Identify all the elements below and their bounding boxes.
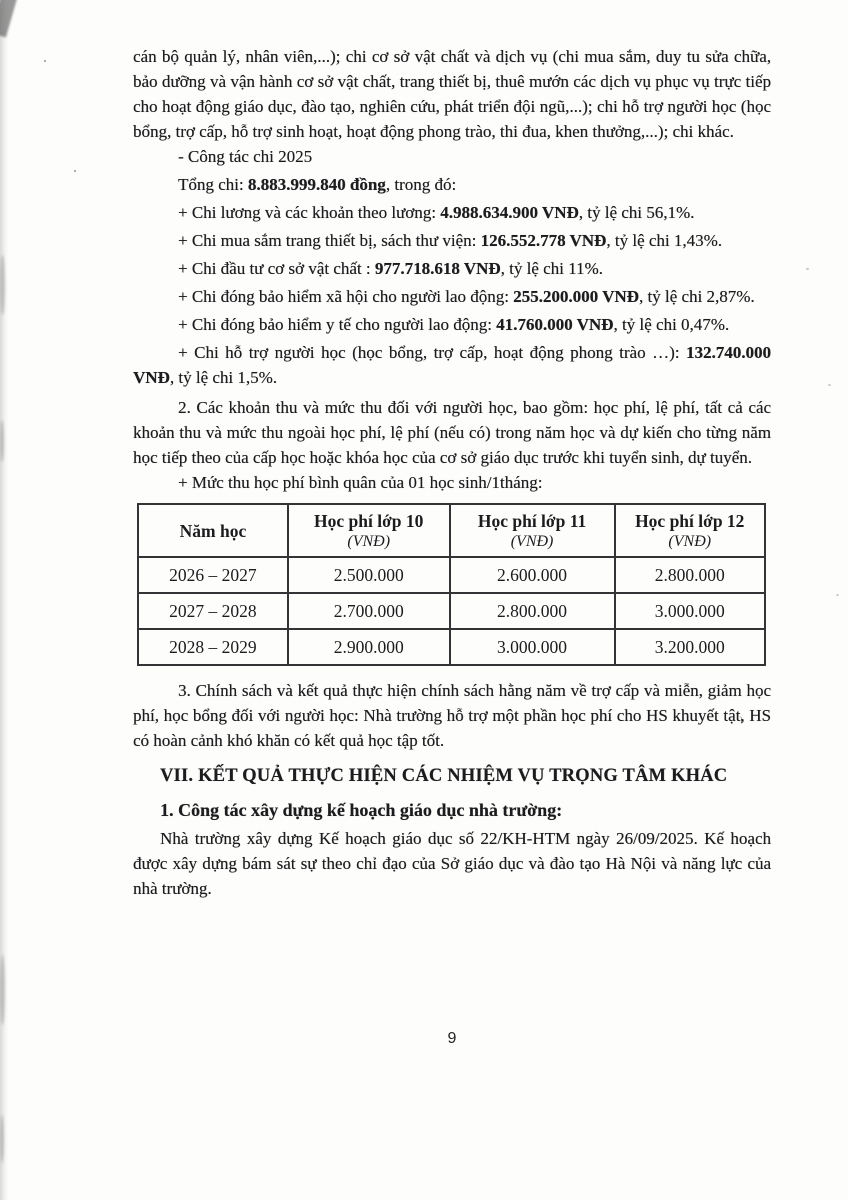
para-cong-tac-chi-2025: - Công tác chi 2025 xyxy=(178,147,313,166)
para-cac-khoan-thu: 2. Các khoản thu và mức thu đối với người học, bao gồm: học phí, lệ phí, tất cả các khoản thu và mức thu ngoài học phí, lệ phí (nếu có) trong năm học và dự kiến cho từng năm học tiếp theo của cấp học hoặc khóa học của cơ sở giáo dục trước khi tuyển sinh, dự tuyển. xyxy=(133,398,771,467)
table-cell: 2.800.000 xyxy=(615,557,766,593)
heading-section-vii: VII. KẾT QUẢ THỰC HIỆN CÁC NHIỆM VỤ TRỌNG TÂM KHÁC xyxy=(160,766,728,786)
table-cell: 3.200.000 xyxy=(615,629,766,665)
column-header: Học phí lớp 11 (VNĐ) xyxy=(450,504,615,557)
para-chinh-sach-mien-giam: 3. Chính sách và kết quả thực hiện chính sách hằng năm về trợ cấp và miễn, giảm học phí, học bổng đối với người học: Nhà trường hỗ trợ một phần học phí cho HS khuyết tật, HS có hoàn cảnh khó khăn có kết quả học tập tốt. xyxy=(133,681,771,750)
item-chi-dau-tu: + Chi đầu tư cơ sở vật chất : 977.718.618 VNĐ, tỷ lệ chi 11%. xyxy=(178,259,603,278)
column-header: Học phí lớp 12 (VNĐ) xyxy=(615,504,766,557)
table-cell: 2027 – 2028 xyxy=(138,593,288,629)
table-row xyxy=(138,593,765,629)
para-ke-hoach-giao-duc: Nhà trường xây dựng Kế hoạch giáo dục số 22/KH-HTM ngày 26/09/2025. Kế hoạch được xây dựng bám sát sự theo chỉ đạo của Sở giáo dục và đào tạo Hà Nội và năng lực của nhà trường. xyxy=(133,829,771,898)
table-cell: 2026 – 2027 xyxy=(138,557,288,593)
table-cell: 2.600.000 xyxy=(450,557,615,593)
scan-speck xyxy=(806,268,809,270)
item-chi-bhxh: + Chi đóng bảo hiểm xã hội cho người lao động: 255.200.000 VNĐ, tỷ lệ chi 2,87%. xyxy=(178,287,755,306)
scan-edge-blob xyxy=(0,255,5,315)
table-cell: 2028 – 2029 xyxy=(138,629,288,665)
column-header: Năm học xyxy=(138,504,288,557)
item-chi-ho-tro-nguoi-hoc: + Chi hỗ trợ người học (học bổng, trợ cấp, hoạt động phong trào …): 132.740.000 VNĐ, tỷ lệ chi 1,5%. xyxy=(133,343,771,387)
table-header-row xyxy=(138,504,765,557)
scan-speck xyxy=(44,60,46,62)
para-tong-chi: Tổng chi: 8.883.999.840 đồng, trong đó: xyxy=(178,175,457,194)
item-chi-bhyt: + Chi đóng bảo hiểm y tế cho người lao động: 41.760.000 VNĐ, tỷ lệ chi 0,47%. xyxy=(178,315,730,334)
table-cell: 2.700.000 xyxy=(288,593,450,629)
scan-edge-blob xyxy=(0,1115,4,1163)
table-cell: 2.500.000 xyxy=(288,557,450,593)
scan-speck xyxy=(836,594,839,596)
scan-speck xyxy=(74,170,76,172)
document-blocks xyxy=(133,44,771,901)
table-cell: 3.000.000 xyxy=(615,593,766,629)
tuition-fee-table xyxy=(137,503,766,666)
para-expense-categories: cán bộ quản lý, nhân viên,...); chi cơ sở vật chất và dịch vụ (chi mua sắm, duy tu sửa chữa, bảo dưỡng và vận hành cơ sở vật chất, trang thiết bị, thuê mướn các dịch vụ phục vụ trực tiếp cho hoạt động giáo dục, đào tạo, nghiên cứu, phát triển đội ngũ,...); chi hỗ trợ người học (học bổng, trợ cấp, hỗ trợ sinh hoạt, hoạt động phong trào, thi đua, khen thưởng,...); chi khác. xyxy=(133,47,771,141)
page-number: 9 xyxy=(447,1030,457,1047)
table-cell: 2.900.000 xyxy=(288,629,450,665)
scan-edge-blob xyxy=(0,420,4,462)
table-row xyxy=(138,629,765,665)
column-header: Học phí lớp 10 (VNĐ) xyxy=(288,504,450,557)
table-row xyxy=(138,557,765,593)
scan-speck xyxy=(828,384,831,386)
table-cell: 2.800.000 xyxy=(450,593,615,629)
item-chi-luong: + Chi lương và các khoản theo lương: 4.988.634.900 VNĐ, tỷ lệ chi 56,1%. xyxy=(178,203,695,222)
scan-edge-blob xyxy=(0,955,5,1025)
table-cell: 3.000.000 xyxy=(450,629,615,665)
para-muc-thu-hoc-phi: + Mức thu học phí bình quân của 01 học sinh/1tháng: xyxy=(178,473,543,492)
heading-cong-tac-ke-hoach: 1. Công tác xây dựng kế hoạch giáo dục nhà trường: xyxy=(160,800,563,820)
item-chi-mua-sam: + Chi mua sắm trang thiết bị, sách thư viện: 126.552.778 VNĐ, tỷ lệ chi 1,43%. xyxy=(178,231,723,250)
